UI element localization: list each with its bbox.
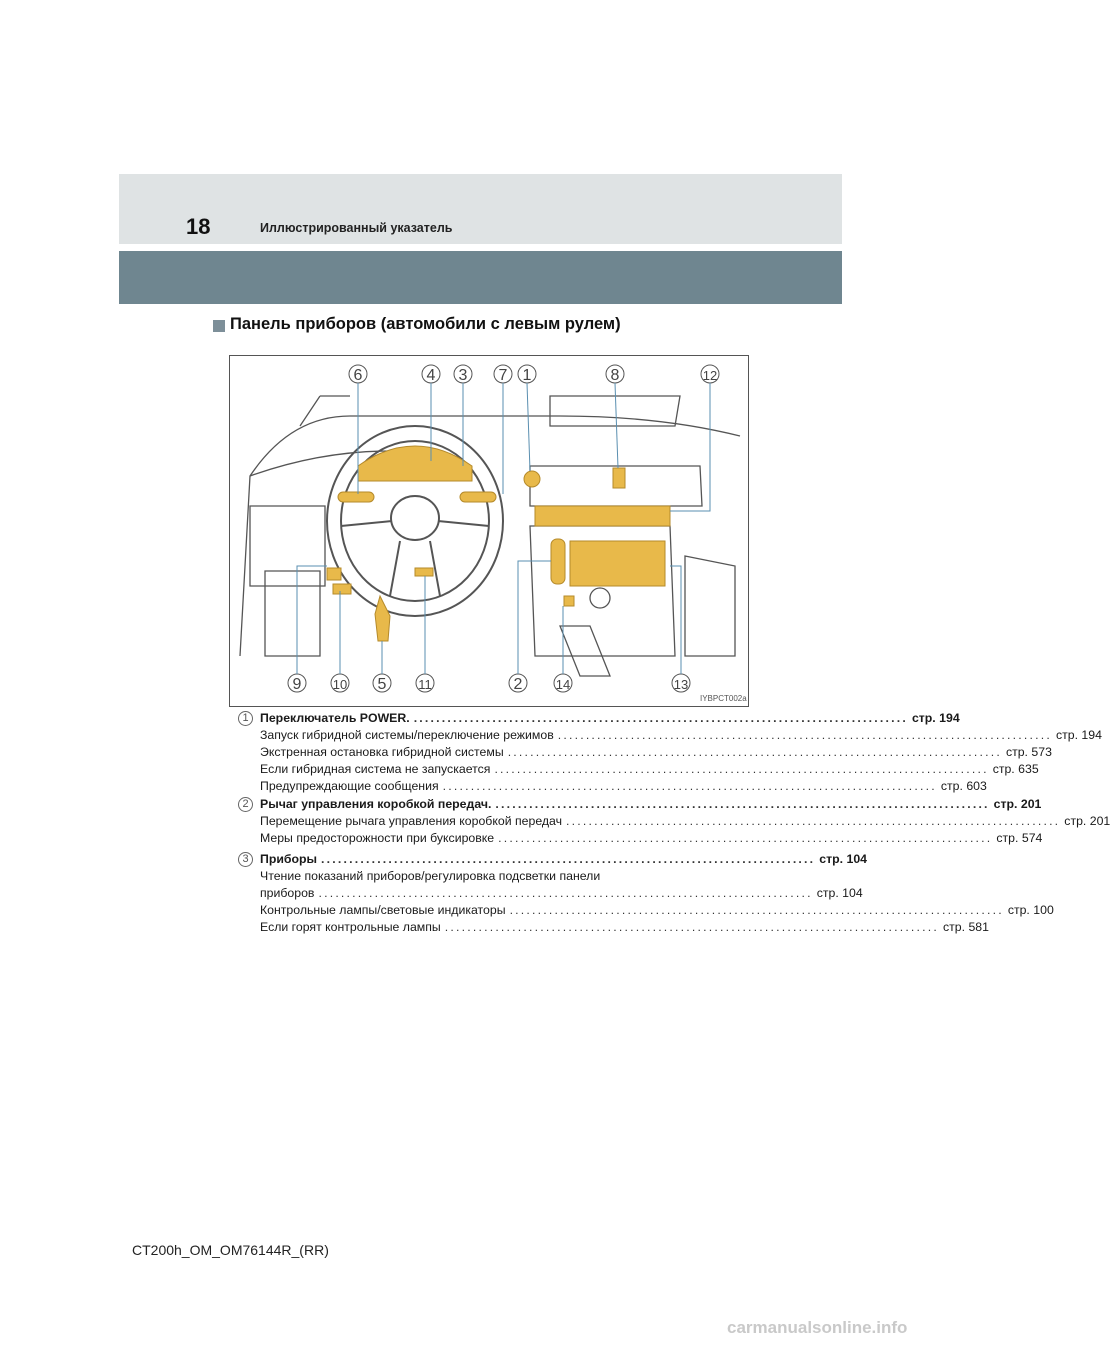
entry-1 — [238, 711, 1102, 801]
entry-line: Приборы ........................................................................................ стр. 104 — [260, 852, 868, 866]
callout-5: 5 — [377, 676, 387, 693]
entry-line: Если гибридная система не запускается ........................................................................................ стр. 635 — [260, 762, 1039, 776]
header-band — [119, 174, 842, 244]
section-square-icon — [213, 320, 225, 332]
running-title: Иллюстрированный указатель — [260, 221, 453, 235]
section-band — [119, 251, 842, 304]
callout-9: 9 — [292, 676, 302, 693]
callout-7: 7 — [498, 367, 508, 384]
entry-line: Предупреждающие сообщения ........................................................................................ стр. 603 — [260, 779, 987, 793]
entry-line: Экстренная остановка гибридной системы ........................................................................................ стр. 573 — [260, 745, 1052, 759]
document-code: CT200h_OM_OM76144R_(RR) — [132, 1242, 329, 1258]
entry-line: Чтение показаний приборов/регулировка подсветки панели — [260, 869, 601, 883]
callout-12: 12 — [702, 368, 718, 383]
callout-13: 13 — [673, 677, 689, 692]
callout-14: 14 — [555, 677, 571, 692]
entry-number: 3 — [238, 852, 253, 867]
entry-line: Рычаг управления коробкой передач. ........................................................................................ стр. 201 — [260, 797, 1042, 811]
callout-6: 6 — [353, 367, 363, 384]
entry-number: 2 — [238, 797, 253, 812]
entry-line: Контрольные лампы/световые индикаторы ........................................................................................ стр. 100 — [260, 903, 1054, 917]
image-code: IYBPCT002a — [700, 694, 747, 703]
callout-11: 11 — [418, 677, 432, 692]
watermark-link[interactable]: carmanualsonline.info — [727, 1318, 908, 1337]
page-number: 18 — [186, 214, 211, 239]
callout-1: 1 — [522, 367, 532, 384]
entry-line: Перемещение рычага управления коробкой передач ........................................................................................ стр. 201 — [260, 814, 1110, 828]
callout-4: 4 — [426, 367, 436, 384]
callout-2: 2 — [513, 676, 523, 693]
entry-line: Запуск гибридной системы/переключение режимов ........................................................................................ стр. 194 — [260, 728, 1102, 742]
entry-number: 1 — [238, 711, 253, 726]
entry-3 — [238, 852, 1054, 942]
entry-line: Меры предосторожности при буксировке ........................................................................................ стр. 574 — [260, 831, 1043, 845]
dashboard-illustration — [229, 355, 749, 707]
entry-line: Если горят контрольные лампы ........................................................................................ стр. 581 — [260, 920, 989, 934]
entry-2 — [238, 797, 1110, 853]
callout-10: 10 — [332, 677, 348, 692]
entry-line: Переключатель POWER. ........................................................................................ стр. 194 — [260, 711, 960, 725]
section-title: Панель приборов (автомобили с левым рулем) — [230, 315, 621, 333]
callout-8: 8 — [610, 367, 620, 384]
callout-3: 3 — [458, 367, 468, 384]
entry-line: приборов ........................................................................................ стр. 104 — [260, 886, 863, 900]
